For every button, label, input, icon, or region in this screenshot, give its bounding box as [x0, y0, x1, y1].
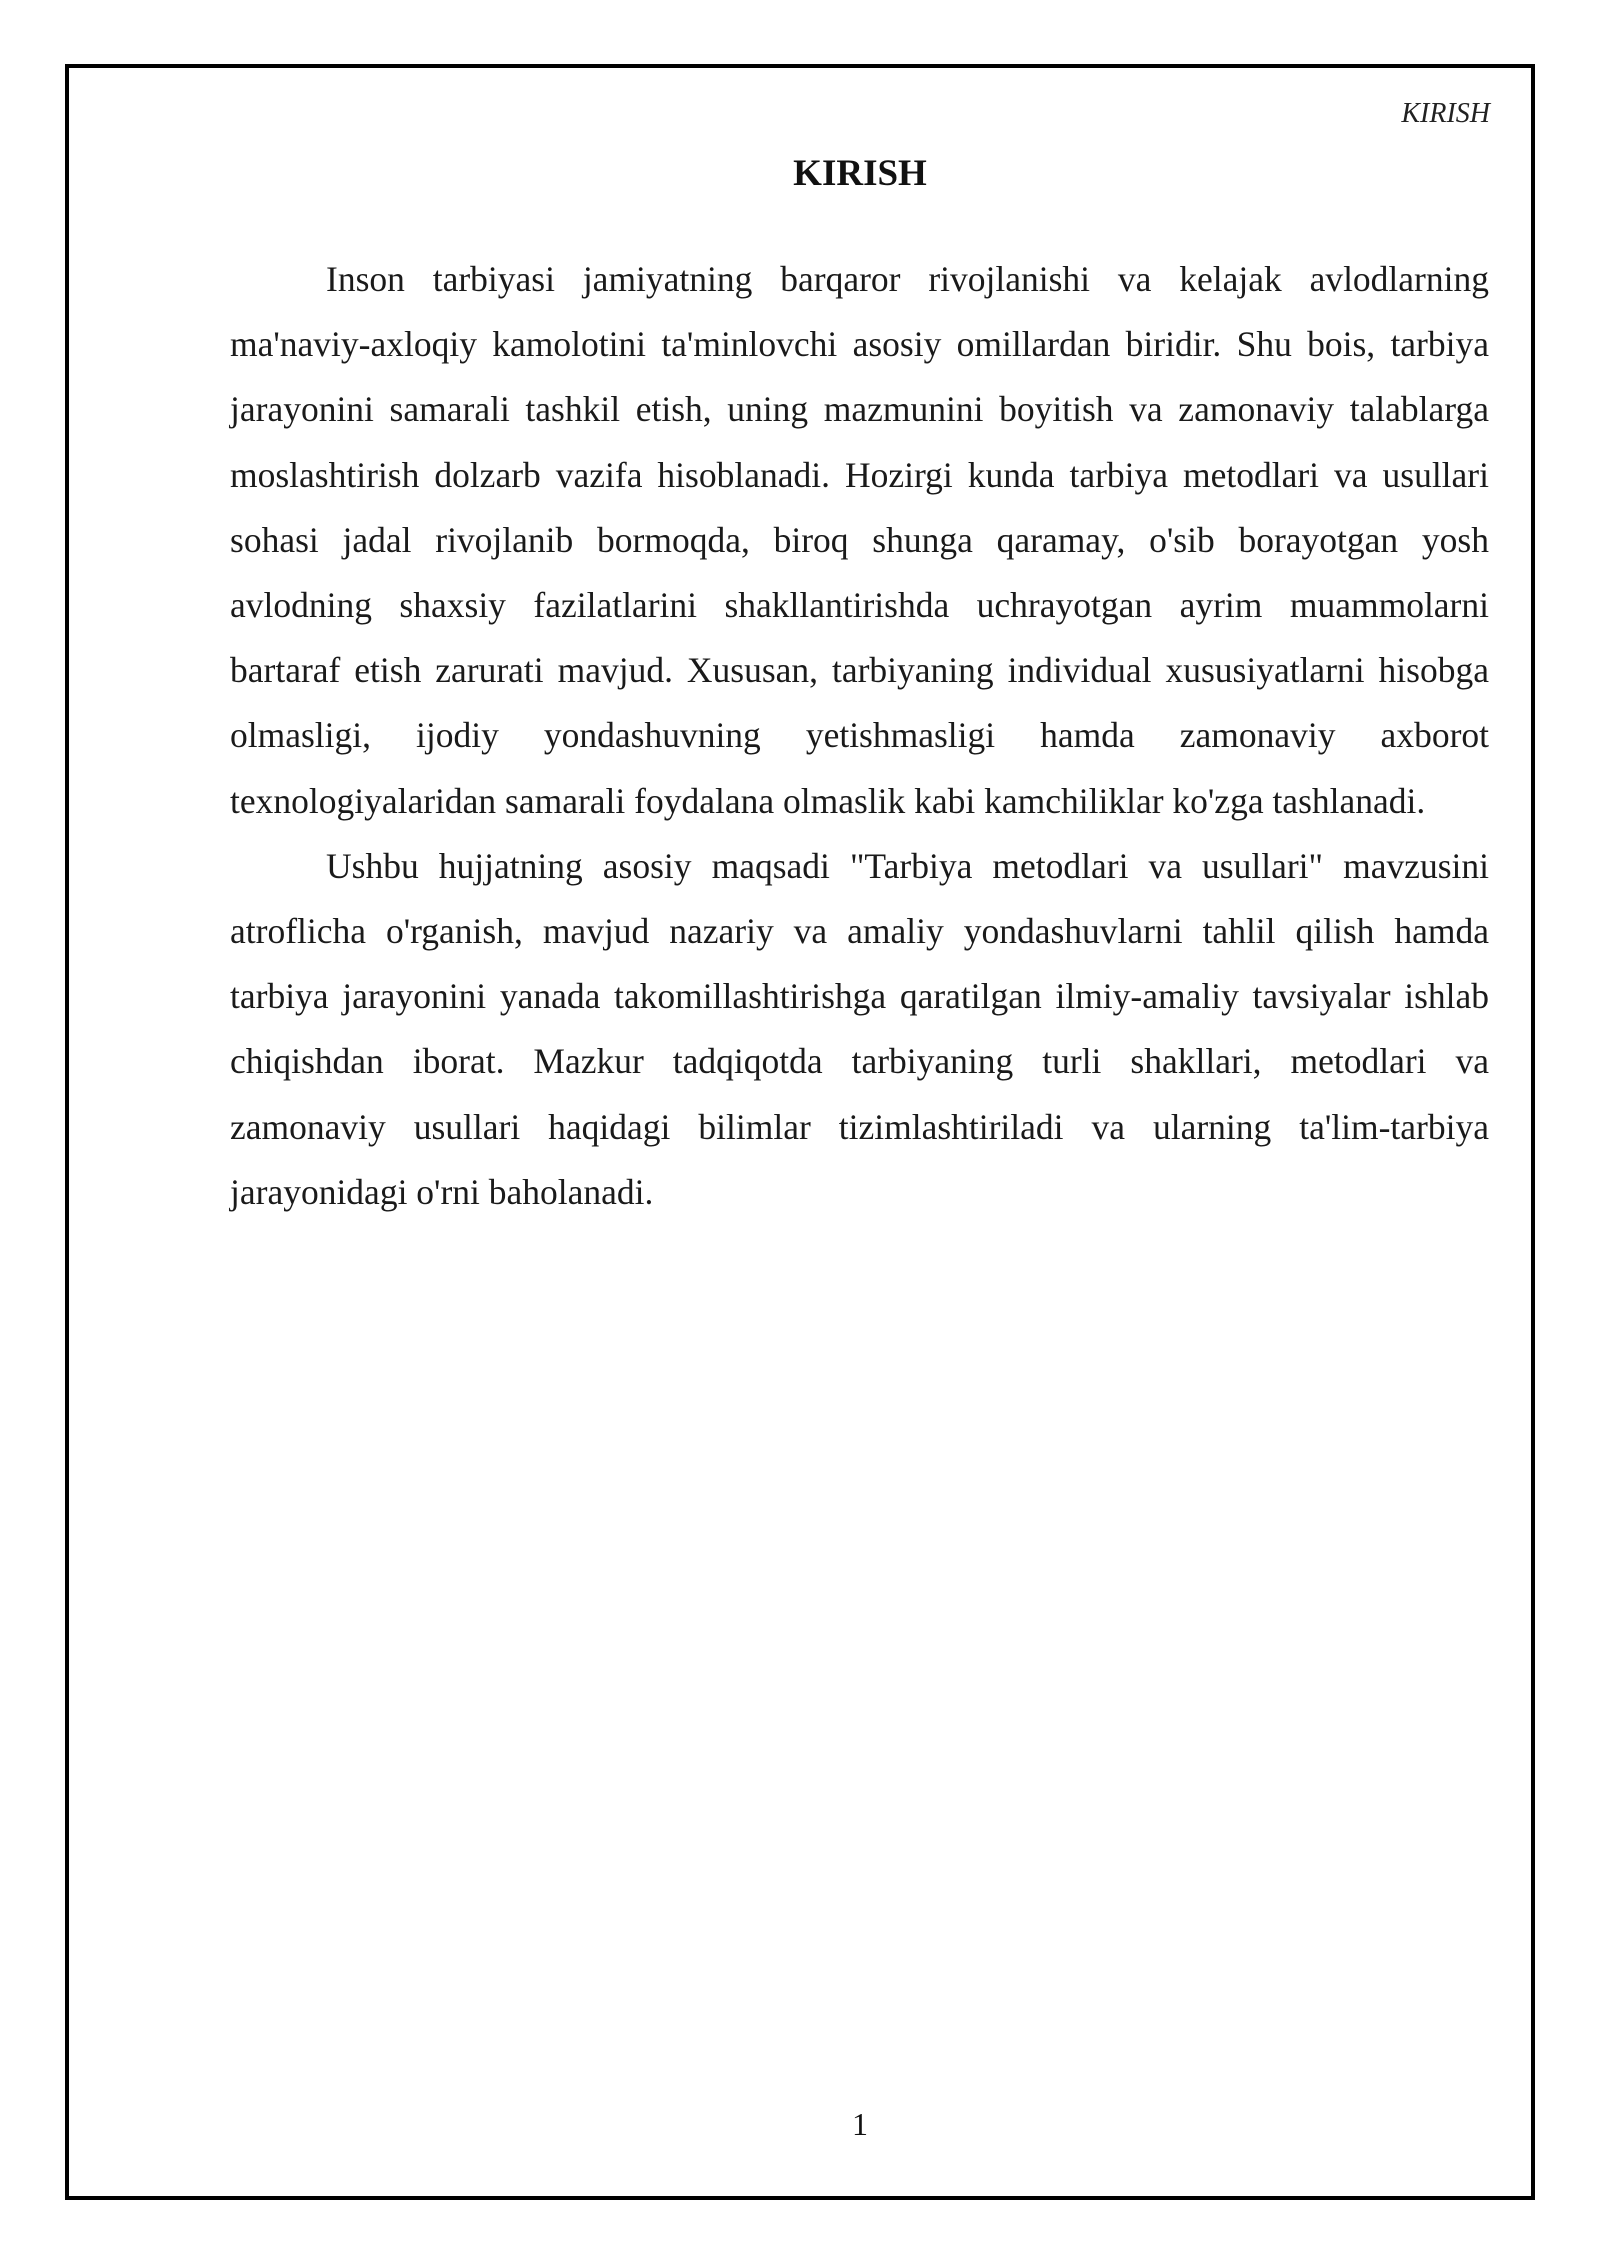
section-title: KIRISH: [793, 153, 927, 194]
body-text: [230, 247, 1489, 1225]
page-number: 1: [852, 2106, 868, 2142]
paragraph-2: Ushbu hujjatning asosiy maqsadi "Tarbiya metodlari va usullari" mavzusini atroflicha o'rganish, mavjud nazariy va amaliy yondashuvlarni tahlil qilish hamda tarbiya jarayonini yanada takomillashtirishga qaratilgan ilmiy-amaliy tavsiyalar ishlab chiqishdan iborat. Mazkur tadqiqotda tarbiyaning turli shakllari, metodlari va zamonaviy usullari haqidagi bilimlar tizimlashtiriladi va ularning ta'lim-tarbiya jarayonidagi o'rni baholanadi.: [230, 845, 1489, 1212]
paragraph-1: Inson tarbiyasi jamiyatning barqaror rivojlanishi va kelajak avlodlarning ma'naviy-axloqiy kamolotini ta'minlovchi asosiy omillardan biridir. Shu bois, tarbiya jarayonini samarali tashkil etish, uning mazmunini boyitish va zamonaviy talablarga moslashtirish dolzarb vazifa hisoblanadi. Hozirgi kunda tarbiya metodlari va usullari sohasi jadal rivojlanib bormoqda, biroq shunga qaramay, o'sib borayotgan yosh avlodning shaxsiy fazilatlarini shakllantirishda uchrayotgan ayrim muammolarni bartaraf etish zarurati mavjud. Xususan, tarbiyaning individual xususiyatlarni hisobga olmasligi, ijodiy yondashuvning yetishmasligi hamda zamonaviy axborot texnologiyalaridan samarali foydalana olmaslik kabi kamchiliklar ko'zga tashlanadi.: [230, 259, 1489, 821]
running-header: KIRISH: [1401, 98, 1490, 129]
